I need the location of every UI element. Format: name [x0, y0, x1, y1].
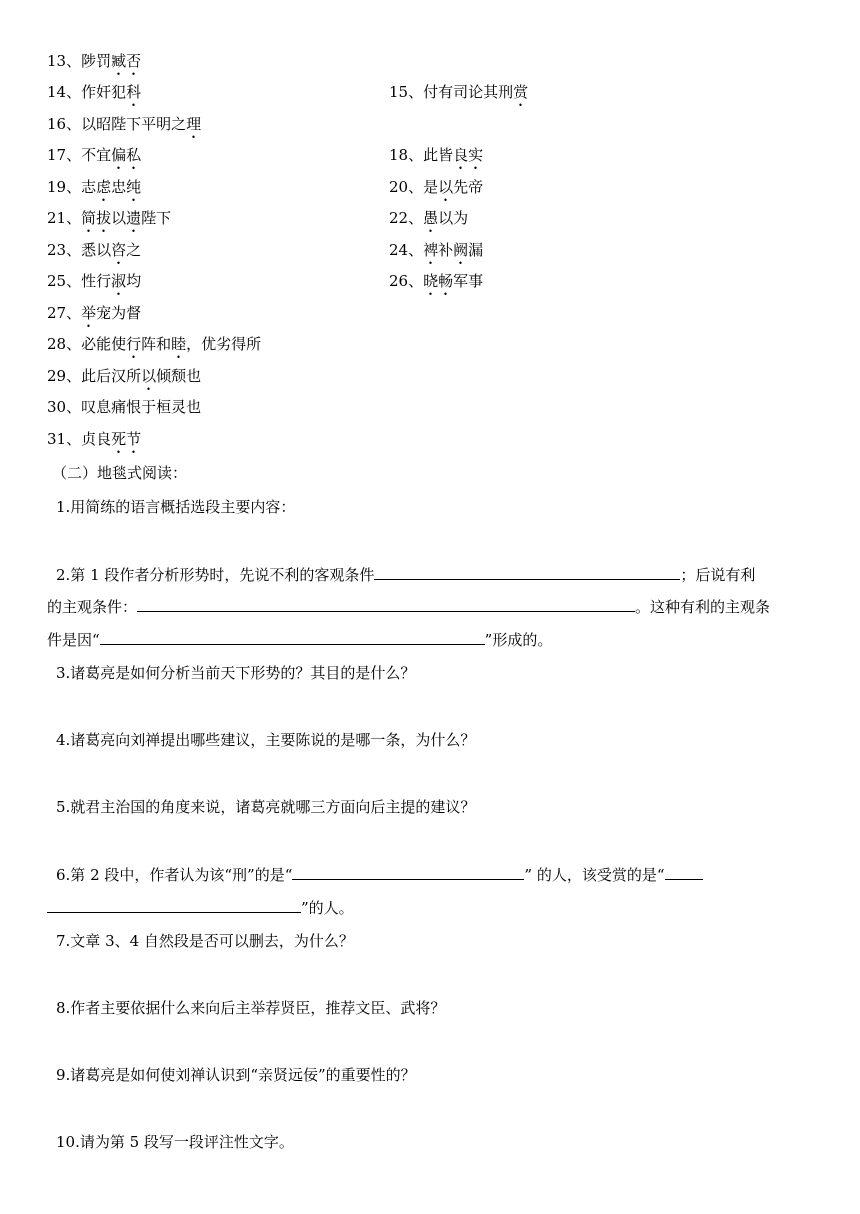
- vocab-item-25: [47, 270, 141, 299]
- vocab-item-21: [47, 207, 171, 236]
- item-emphasis: 赏: [513, 83, 529, 101]
- item-emphasis: 遗: [126, 209, 142, 227]
- question-text: 6.第 2 段中，作者认为该“刑”的是“: [56, 866, 293, 884]
- vocab-item-15: [389, 81, 528, 110]
- item-number: 26、: [389, 272, 424, 290]
- item-emphasis: 愚: [423, 209, 439, 227]
- item-text: 性行: [81, 272, 112, 290]
- question-text: 件是因“: [47, 631, 100, 649]
- question-2-line-3: [47, 628, 552, 651]
- item-emphasis: 裨: [423, 241, 439, 259]
- question-7: 7.文章 3、4 自然段是否可以删去，为什么？: [56, 932, 354, 950]
- item-emphasis: 咨: [111, 241, 127, 259]
- question-1: 1.用简练的语言概括选段主要内容：: [56, 498, 296, 516]
- item-emphasis: 淑: [111, 272, 127, 290]
- question-2-line-2: [47, 595, 770, 618]
- item-text: 悉以: [81, 241, 112, 259]
- vocab-item-17: [47, 144, 141, 173]
- item-number: 16、: [47, 115, 82, 133]
- item-number: 28、: [47, 335, 82, 353]
- item-text: ，优劣得所: [186, 335, 262, 353]
- vocab-item-18: [389, 144, 483, 173]
- item-text: 志: [81, 178, 97, 196]
- question-text: ” 的人，该受赏的是“: [524, 866, 665, 884]
- item-text: 叹息痛恨于桓灵也: [81, 398, 202, 416]
- item-text: 阵和: [141, 335, 172, 353]
- question-text: ；后说有利: [680, 566, 756, 584]
- vocab-item-24: [389, 239, 483, 268]
- item-emphasis: 纯: [126, 178, 142, 196]
- question-text: 。这种有利的主观条: [635, 598, 771, 616]
- item-emphasis: 良实: [453, 146, 484, 164]
- item-text: 之: [126, 241, 142, 259]
- vocab-item-29: [47, 365, 201, 394]
- item-emphasis: 虑: [96, 178, 112, 196]
- answer-blank[interactable]: [665, 863, 703, 880]
- item-emphasis: 臧否: [111, 52, 142, 70]
- item-text: 均: [126, 272, 142, 290]
- vocab-item-23: [47, 239, 141, 268]
- item-text: 补: [438, 241, 454, 259]
- item-number: 31、: [47, 430, 82, 448]
- item-text: 陟罚: [81, 52, 112, 70]
- question-6-line-2: [47, 896, 354, 919]
- item-emphasis: 举: [81, 304, 97, 322]
- question-text: ”形成的。: [484, 631, 553, 649]
- section-heading: （二）地毯式阅读：: [52, 464, 188, 482]
- item-text: 是: [423, 178, 439, 196]
- question-8: 8.作者主要依据什么来向后主举荐贤臣，推荐文臣、武将？: [56, 999, 446, 1017]
- question-9: 9.诸葛亮是如何使刘禅认识到“亲贤远佞”的重要性的？: [56, 1066, 416, 1084]
- answer-blank[interactable]: [137, 595, 635, 612]
- item-text: 贞良: [81, 430, 112, 448]
- item-text: 忠: [111, 178, 127, 196]
- answer-blank[interactable]: [100, 628, 485, 645]
- item-number: 24、: [389, 241, 424, 259]
- vocab-item-19: [47, 176, 141, 205]
- item-number: 22、: [389, 209, 424, 227]
- item-emphasis: 行: [126, 335, 142, 353]
- item-text: 不宜: [81, 146, 112, 164]
- item-text: 付有司论其刑: [423, 83, 514, 101]
- item-number: 21、: [47, 209, 82, 227]
- item-number: 14、: [47, 83, 82, 101]
- question-2-line-1: [56, 563, 755, 586]
- item-text: 宠为督: [96, 304, 142, 322]
- item-text: 先帝: [453, 178, 484, 196]
- item-text: 此后汉所: [81, 367, 142, 385]
- item-emphasis: 偏私: [111, 146, 142, 164]
- item-emphasis: 科: [126, 83, 142, 101]
- item-text: 此皆: [423, 146, 454, 164]
- item-text: 军事: [453, 272, 484, 290]
- vocab-item-28: [47, 333, 261, 362]
- answer-blank[interactable]: [292, 863, 524, 880]
- vocab-item-22: [389, 207, 468, 236]
- vocab-item-26: [389, 270, 483, 299]
- item-text: 倾颓也: [156, 367, 202, 385]
- question-text: 2.第 1 段作者分析形势时，先说不利的客观条件: [56, 566, 375, 584]
- item-text: 必能使: [81, 335, 127, 353]
- item-number: 15、: [389, 83, 424, 101]
- item-text: 以为: [438, 209, 469, 227]
- vocab-item-27: [47, 302, 141, 331]
- question-3: 3.诸葛亮是如何分析当前天下形势的？其目的是什么？: [56, 664, 416, 682]
- item-emphasis: 以: [141, 367, 157, 385]
- item-emphasis: 理: [186, 115, 202, 133]
- item-number: 17、: [47, 146, 82, 164]
- question-10: 10.请为第 5 段写一段评注性文字。: [56, 1133, 294, 1151]
- item-number: 27、: [47, 304, 82, 322]
- item-number: 18、: [389, 146, 424, 164]
- question-5: 5.就君主治国的角度来说，诸葛亮就哪三方面向后主提的建议？: [56, 798, 476, 816]
- item-number: 29、: [47, 367, 82, 385]
- vocab-item-16: [47, 113, 201, 142]
- item-number: 19、: [47, 178, 82, 196]
- item-text: 以: [111, 209, 127, 227]
- item-emphasis: 睦: [171, 335, 187, 353]
- item-number: 23、: [47, 241, 82, 259]
- item-number: 30、: [47, 398, 82, 416]
- item-text: 作奸犯: [81, 83, 127, 101]
- item-emphasis: 阙: [453, 241, 469, 259]
- question-6-line-1: [56, 863, 703, 886]
- vocab-item-20: [389, 176, 483, 205]
- question-text: ”的人。: [301, 899, 354, 917]
- question-text: 的主观条件：: [47, 598, 138, 616]
- item-number: 25、: [47, 272, 82, 290]
- question-4: 4.诸葛亮向刘禅提出哪些建议，主要陈说的是哪一条，为什么？: [56, 731, 476, 749]
- item-emphasis: 晓畅: [423, 272, 454, 290]
- answer-blank[interactable]: [47, 896, 301, 913]
- item-emphasis: 以: [438, 178, 454, 196]
- vocab-item-31: [47, 428, 141, 457]
- vocab-item-30: [47, 396, 201, 418]
- item-text: 漏: [468, 241, 484, 259]
- vocab-item-14: [47, 81, 141, 110]
- item-number: 13、: [47, 52, 82, 70]
- item-emphasis: 简拔: [81, 209, 112, 227]
- item-text: 以昭陛下平明之: [81, 115, 187, 133]
- item-number: 20、: [389, 178, 424, 196]
- item-emphasis: 死节: [111, 430, 142, 448]
- item-text: 陛下: [141, 209, 172, 227]
- answer-blank[interactable]: [374, 563, 680, 580]
- vocab-item-13: [47, 50, 141, 79]
